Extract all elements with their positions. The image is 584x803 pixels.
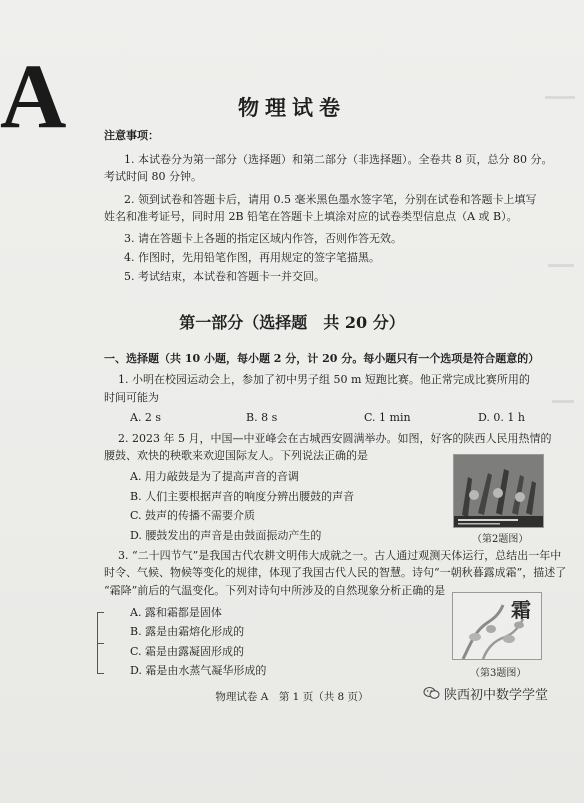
frost-plant-illustration [453,593,541,659]
bleed-through-mark [548,264,574,267]
notes-line-3: 3. 请在答题卡上各题的指定区域内作答，否则作答无效。 [124,232,402,245]
notes-line-4: 4. 作图时，先用铅笔作图，再用规定的签字笔描黑。 [124,251,380,264]
exam-version-mark: A [0,45,67,147]
q3-option-a: A. 露和霜都是固体 [130,606,222,619]
notes-line-1b: 考试时间 80 分钟。 [104,170,202,183]
q1-option-c: C. 1 min [364,411,411,424]
part1-heading: 第一部分（选择题 共 20 分） [179,313,405,332]
margin-bracket-tick [97,612,104,613]
part1-instruction: 一、选择题（共 10 小题，每小题 2 分，计 20 分。每小题只有一个选项是符合题意的） [104,352,540,365]
q3-option-d: D. 霜是由水蒸气凝华形成的 [130,664,267,677]
wechat-icon [423,686,440,700]
q1-option-d: D. 0. 1 h [478,411,525,424]
q3-photo-frost [452,592,542,660]
q3-figure-caption: （第3题图） [470,668,527,679]
q3-option-c: C. 霜是由露凝固形成的 [130,645,245,658]
notes-line-1: 1. 本试卷分为第一部分（选择题）和第二部分（非选择题）。全卷共 8 页，总分 80 分。 [124,153,553,166]
page-footer: 物理试卷 A 第 1 页（共 8 页） [215,691,369,703]
exam-title: 物理试卷 [238,95,346,120]
notes-heading: 注意事项： [104,129,159,142]
bleed-through-mark [552,400,574,403]
q2-figure-caption: （第2题图） [472,534,529,545]
margin-bracket-tick [97,673,104,674]
notes-line-5: 5. 考试结束，本试卷和答题卡一并交回。 [124,270,325,283]
q2-option-c: C. 鼓声的传播不需要介质 [130,509,256,522]
q3-stem-line-1: 3. “二十四节气”是我国古代农耕文明伟大成就之一。古人通过观测天体运行，总结出一年中 [118,549,562,562]
q1-stem-line-2: 时间可能为 [104,391,159,404]
q3-stem-line-3: “霜降”前后的气温变化。下列对诗句中所涉及的自然现象分析正确的是 [104,584,446,597]
q2-option-b: B. 人们主要根据声音的响度分辨出腰鼓的声音 [130,490,355,503]
q2-option-d: D. 腰鼓发出的声音是由鼓面振动产生的 [130,529,322,542]
q1-option-a: A. 2 s [130,411,162,424]
frost-character: 霜 [511,598,531,622]
q2-stem-line-2: 腰鼓、欢快的秧歌来欢迎国际友人。下列说法正确的是 [104,449,368,462]
drum-dancers-illustration [454,455,543,527]
notes-line-2: 2. 领到试卷和答题卡后，请用 0.5 毫米黑色墨水签字笔，分别在试卷和答题卡上填写 [124,193,537,206]
q3-option-b: B. 露是由霜熔化形成的 [130,625,245,638]
q2-option-a: A. 用力敲鼓是为了提高声音的音调 [130,470,299,483]
notes-line-2b: 姓名和准考证号，同时用 2B 铅笔在答题卡上填涂对应的试卷类型信息点（A 或 B）。 [104,210,518,223]
margin-bracket-tick [97,643,104,644]
q2-stem-line-1: 2. 2023 年 5 月，中国—中亚峰会在古城西安圆满举办。如图，好客的陕西人民用热情的 [118,432,552,445]
watermark-text: 陕西初中数学学堂 [444,688,549,703]
q2-photo-drum-dance [453,454,544,528]
q1-stem-line-1: 1. 小明在校园运动会上，参加了初中男子组 50 m 短跑比赛。他正常完成比赛所用的 [118,373,530,386]
q1-option-b: B. 8 s [246,411,278,424]
q3-stem-line-2: 时令、气候、物候等变化的规律，体现了我国古代人民的智慧。诗句“一朝秋暮露成霜”，描述了 [104,566,567,579]
